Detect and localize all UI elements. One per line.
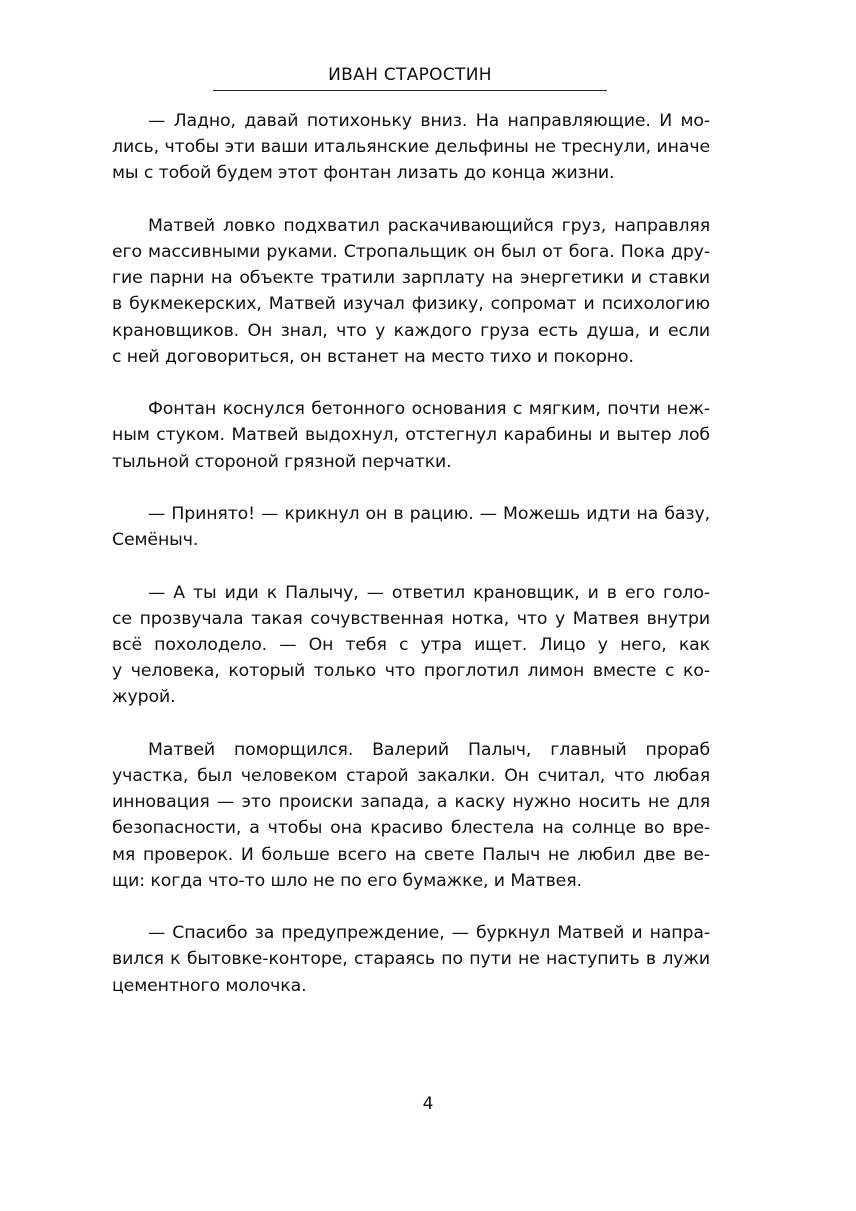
text-line: щи: когда что-то шло не по его бумажке, и Матвея. [112,870,582,891]
text-line: у человека, который только что проглотил лимон вместе с ко- [112,661,710,682]
text-line: безопасности, а чтобы она красиво блестела на солнце во вре- [112,818,710,839]
text-line: участка, был человеком старой закалки. Он считал, что любая [112,766,710,786]
text-line: вился к бытовке-конторе, стараясь по пути не наступить в лужи [112,949,710,970]
header-divider [213,90,607,91]
paragraph [112,737,710,894]
text-line: инновация — это происки запада, а каску нужно носить не для [112,792,710,813]
text-line: в букмекерских, Матвей изучал физику, сопромат и психологию [112,294,710,315]
text-line: ным стуком. Матвей выдохнул, отстегнул карабины и вытер лоб [112,425,710,446]
paragraph [112,580,710,711]
text-line: с ней договориться, он встанет на место тихо и покорно. [112,346,634,367]
header-author-name: ИВАН СТАРОСТИН [328,65,492,85]
page-body [112,108,710,1025]
text-line: тыльной стороной грязной перчатки. [112,451,452,472]
text-line: гие парни на объекте тратили зарплату на энергетики и ставки [112,268,710,289]
text-line: Семёныч. [112,530,199,551]
text-line: Матвей ловко подхватил раскачивающийся груз, направляя [148,215,710,236]
text-line: — А ты иди к Палычу, — ответил крановщик, и в его голо- [148,582,710,603]
text-line: всё похолодело. — Он тебя с утра ищет. Лицо у него, как [112,635,710,655]
text-line: Матвей поморщился. Валерий Палыч, главный прораб [148,739,710,760]
text-line: — Принято! — крикнул он в рацию. — Можешь идти на базу, [148,504,710,524]
paragraph [112,108,710,187]
text-line: — Ладно, давай потихоньку вниз. На направляющие. И мо- [148,111,710,131]
text-line: се прозвучала такая сочувственная нотка, что у Матвея внутри [112,608,710,629]
text-line: его массивными руками. Стропальщик он был от бога. Пока дру- [112,242,710,262]
text-line: крановщиков. Он знал, что у каждого груза есть душа, и если [112,320,710,341]
paragraph [112,213,710,370]
running-header [213,64,607,91]
text-line: цементного молочка. [112,975,307,996]
text-line: мя проверок. И больше всего на свете Палыч не любил две ве- [112,844,710,865]
text-line: — Спасибо за предупреждение, — буркнул Матвей и напра- [148,923,710,944]
paragraph [112,396,710,475]
paragraph [112,920,710,999]
paragraph [112,501,710,553]
text-line: мы с тобой будем этот фонтан лизать до конца жизни. [112,163,615,184]
text-line: журой. [112,687,176,708]
text-line: лись, чтобы эти ваши итальянские дельфины не треснули, иначе [112,137,710,158]
text-line: Фонтан коснулся бетонного основания с мягким, почти неж- [148,399,710,420]
page-number: 4 [422,1094,434,1114]
